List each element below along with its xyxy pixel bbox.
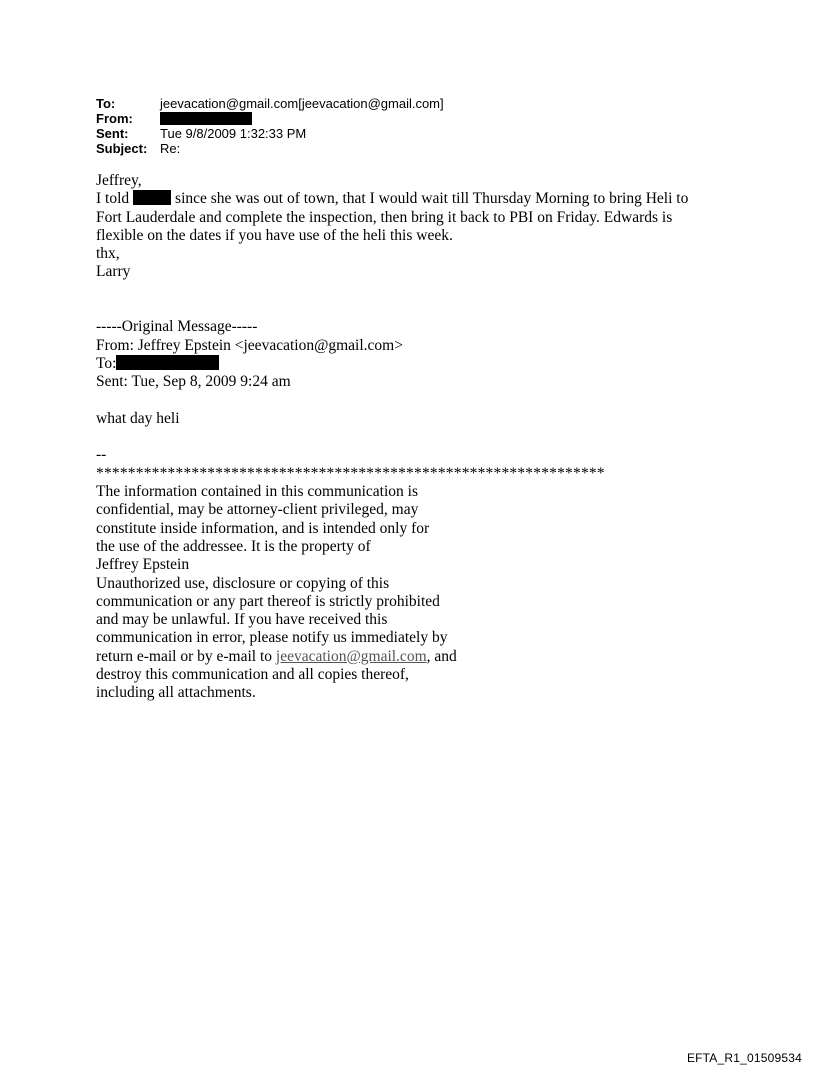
disclaimer-text: return e-mail or by e-mail to — [96, 647, 276, 665]
reply-line-3: flexible on the dates if you have use of the heli this week. — [96, 226, 453, 244]
original-sent: Sent: Tue, Sep 8, 2009 9:24 am — [96, 373, 291, 391]
signature-stars: **************************************************************** — [96, 464, 605, 482]
redaction-block — [116, 355, 219, 370]
to-value: jeevacation@gmail.com[jeevacation@gmail.com] — [160, 96, 444, 111]
subject-value: Re: — [160, 141, 181, 156]
disclaimer-text: , and — [426, 647, 457, 665]
to-row — [96, 96, 444, 111]
email-link[interactable]: jeevacation@gmail.com — [275, 647, 427, 665]
sent-value: Tue 9/8/2009 1:32:33 PM — [160, 126, 307, 141]
redaction-block — [133, 190, 171, 205]
email-body — [96, 172, 756, 703]
disclaimer-line: Unauthorized use, disclosure or copying of this — [96, 574, 390, 592]
reply-line-2: Fort Lauderdale and complete the inspection, then bring it back to PBI on Friday. Edwards is — [96, 208, 673, 226]
document-id: EFTA_R1_01509534 — [686, 1051, 802, 1065]
original-from: From: Jeffrey Epstein <jeevacation@gmail.com> — [96, 336, 403, 354]
disclaimer-line: Jeffrey Epstein — [96, 556, 190, 574]
original-message: what day heli — [96, 409, 180, 427]
from-row — [96, 111, 444, 126]
disclaimer-line: destroy this communication and all copies thereof, — [96, 666, 409, 684]
sent-label: Sent: — [96, 126, 129, 141]
disclaimer-line: constitute inside information, and is intended only for — [96, 519, 430, 537]
from-value — [160, 111, 252, 126]
reply-signoff: thx, — [96, 245, 120, 263]
redaction-block — [160, 112, 252, 125]
subject-row — [96, 141, 444, 156]
disclaimer-line — [96, 648, 756, 666]
disclaimer-line: including all attachments. — [96, 684, 256, 702]
disclaimer-line: and may be unlawful. If you have received this — [96, 611, 388, 629]
original-to-label: To: — [96, 354, 117, 372]
disclaimer-line: the use of the addressee. It is the property of — [96, 537, 371, 555]
disclaimer-line: communication in error, please notify us immediately by — [96, 629, 448, 647]
signature-dashes: -- — [96, 446, 107, 464]
disclaimer-line: communication or any part thereof is strictly prohibited — [96, 592, 440, 610]
disclaimer-line: confidential, may be attorney-client privileged, may — [96, 501, 419, 519]
email-header — [96, 96, 444, 156]
sent-row — [96, 126, 444, 141]
reply-greeting: Jeffrey, — [96, 172, 142, 189]
from-label: From: — [96, 111, 133, 126]
original-separator: -----Original Message----- — [96, 318, 258, 336]
reply-signature: Larry — [96, 263, 131, 281]
reply-line-1-end: since she was out of town, that I would wait till Thursday Morning to bring Heli to — [175, 190, 689, 208]
reply-line-1 — [96, 190, 756, 208]
subject-label: Subject: — [96, 141, 148, 156]
to-label: To: — [96, 96, 116, 111]
original-to — [96, 355, 756, 373]
reply-line-1-start: I told — [96, 190, 134, 208]
disclaimer-line: The information contained in this communication is — [96, 483, 418, 501]
